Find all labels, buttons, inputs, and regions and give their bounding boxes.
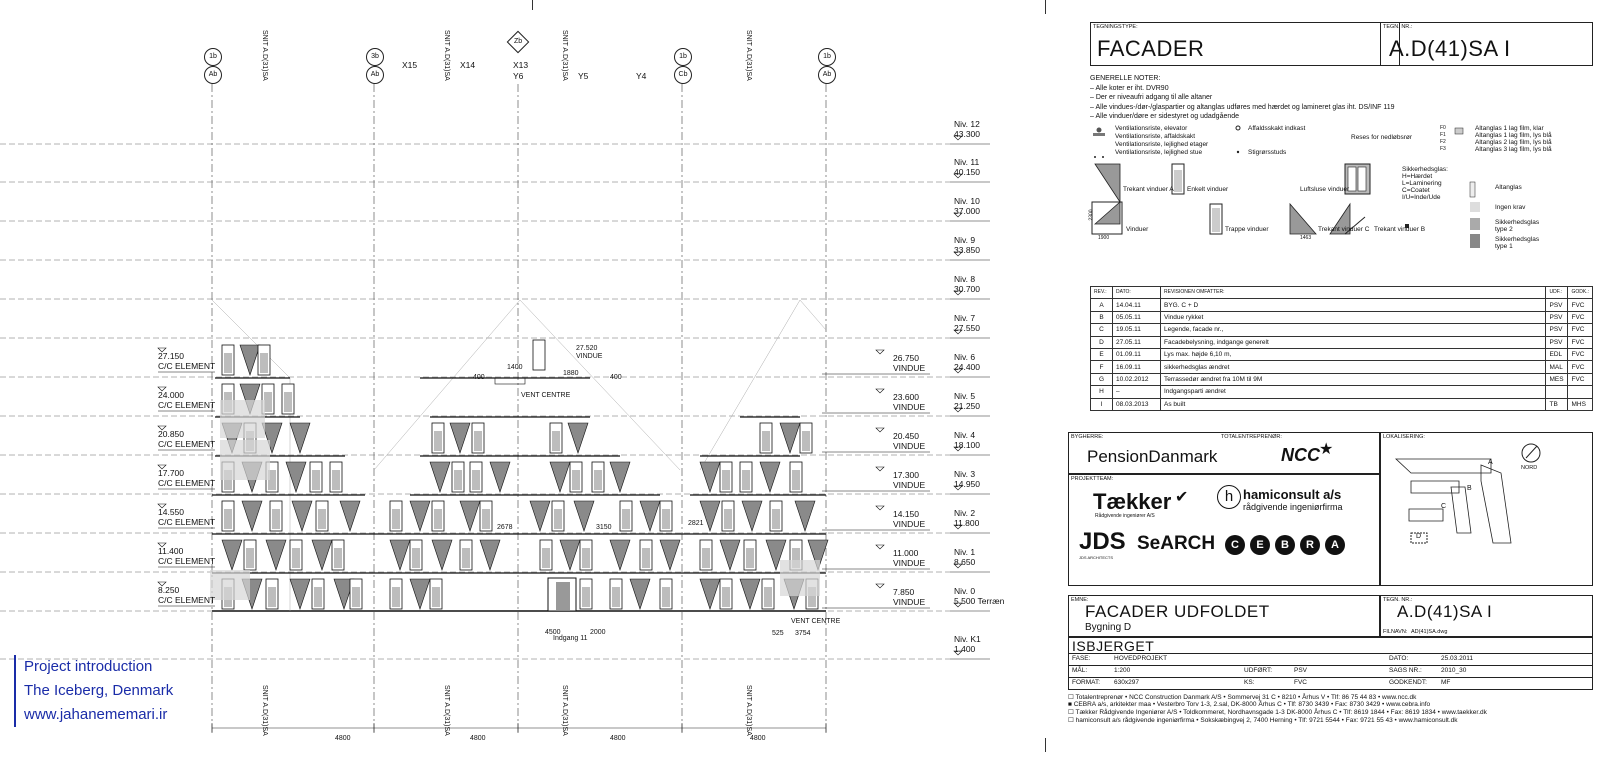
legend-reses: Reses for nedløbsrør: [1351, 134, 1413, 141]
legend-vent: Ventilationsriste, lejlighed etager: [1115, 141, 1209, 148]
client-logo: PensionDanmark: [1087, 447, 1218, 466]
crop-mark: [532, 0, 533, 10]
revision-cell: PSV: [1546, 336, 1568, 348]
info-field: FORMAT:: [1072, 679, 1101, 686]
dimension: 400: [610, 374, 622, 381]
revision-cell: MHS: [1568, 398, 1593, 410]
revision-cell: FVC: [1568, 348, 1593, 360]
contact-line: [1068, 716, 1593, 724]
site-label: C: [1441, 503, 1447, 510]
revision-cell: PSV: [1546, 299, 1568, 311]
revision-cell: [1546, 386, 1568, 398]
revision-cell: H: [1091, 386, 1113, 398]
revision-cell: PSV: [1546, 324, 1568, 336]
level-name: Niv. 8: [954, 274, 976, 284]
level-name: Niv. 7: [954, 313, 976, 323]
dimension: 1400: [507, 364, 523, 371]
legend-dim: 1463: [1300, 235, 1312, 241]
legend-glass: Altanglas 3 lag film, lys blå: [1475, 146, 1552, 153]
contact-text: hamiconsult a/s rådgivende ingeniørfirma • Sokskæbingvej 2, 7400 Herning • Tlf: 9721 5544 • Fax: 9721 55 43 • www.hamiconsult.dk: [1075, 717, 1458, 724]
left-elevation-value: 8.250: [158, 585, 180, 595]
info-row: [1068, 654, 1593, 666]
revision-cell: Legende, facade nr.,: [1161, 324, 1546, 336]
revision-cell: BYG. C + D: [1161, 299, 1546, 311]
dimension: VENT CENTRE: [521, 392, 571, 399]
revision-cell: [1568, 386, 1593, 398]
revision-cell: PSV: [1546, 311, 1568, 323]
section-label: SNIT A.D(31)SA: [261, 685, 268, 736]
section-label: SNIT A.D(31)SA: [261, 30, 268, 81]
legend-vent: Ventilationsriste, affaldskakt: [1115, 133, 1196, 140]
level-value: 18.100: [954, 440, 980, 450]
axis-tag: X13: [513, 60, 529, 70]
contact-line: [1068, 693, 1593, 701]
title-block: [1068, 22, 1593, 742]
info-field: SAGS NR.:: [1389, 667, 1422, 674]
revision-cell: FVC: [1568, 311, 1593, 323]
project-name-box: [1068, 637, 1593, 654]
revision-cell: Vindue rykket: [1161, 311, 1546, 323]
ncc-logo: NCC: [1281, 445, 1320, 465]
location-label: LOKALISERING:: [1383, 434, 1425, 440]
level-name: Niv. 10: [954, 196, 980, 206]
subject-sub: Bygning D: [1085, 622, 1132, 633]
safety-glass-title: Sikkerhedsglas:: [1402, 166, 1448, 173]
section-label: SNIT A.D(31)SA: [745, 685, 752, 736]
legend: [1090, 122, 1593, 272]
axis-bubble-bottom: Ab: [204, 66, 222, 84]
drawing-number: A.D(41)SA I: [1389, 36, 1511, 61]
revision-cell: C: [1091, 324, 1113, 336]
info-row: [1068, 666, 1593, 678]
level-name: Niv. 1: [954, 547, 976, 557]
general-notes: [1090, 74, 1593, 122]
section-label: SNIT A.D(31)SA: [443, 685, 450, 736]
revision-cell: 08.03.2013: [1113, 398, 1161, 410]
safety-glass-item: H=Hærdet: [1402, 173, 1433, 180]
altan-item: Altanglas: [1495, 184, 1522, 191]
drawing-number-box-2: [1380, 595, 1593, 637]
info-field: PSV: [1294, 667, 1308, 674]
dimension: 4800: [750, 735, 766, 742]
level-name: Niv. 4: [954, 430, 976, 440]
dimension: 4800: [470, 735, 486, 742]
drawing-number-label: TEGN. NR.:: [1383, 24, 1413, 30]
drawing-type: FACADER: [1097, 36, 1205, 61]
altan-item: Sikkerhedsglas type 2: [1495, 219, 1540, 233]
project-team-label: PROJEKTTEAM:: [1071, 476, 1114, 482]
axis-diamond-label: Zb: [513, 37, 523, 45]
site-label: D: [1416, 533, 1422, 540]
left-elevation-label: C/C ELEMENT: [158, 361, 216, 371]
glass-code: F1: [1440, 132, 1446, 138]
legend-glass: Altanglas 1 lag film, klar: [1475, 125, 1544, 132]
level-name: Niv. 5: [954, 391, 976, 401]
left-elevation-value: 14.550: [158, 507, 184, 517]
info-field: 1:200: [1114, 667, 1131, 674]
dimension: 4800: [610, 735, 626, 742]
level-value: 37.000: [954, 206, 980, 216]
drawing-number-2: A.D(41)SA I: [1397, 602, 1493, 621]
revision-cell: MAL: [1546, 361, 1568, 373]
legend-window: Trekant vinduer A: [1123, 186, 1174, 193]
dimension: Indgang 11: [553, 635, 588, 642]
revision-cell: 19.05.11: [1113, 324, 1161, 336]
client-label: BYGHERRE:: [1071, 434, 1104, 440]
revision-row: [1091, 324, 1593, 336]
axis-bubble-top: 1b: [818, 48, 836, 66]
info-field: HOVEDPROJEKT: [1114, 655, 1168, 662]
contact-line: [1068, 701, 1593, 708]
axis-bubble-bottom: Ab: [818, 66, 836, 84]
file-name-label: FILNAVN:: [1383, 629, 1408, 635]
right-elevation-label: VINDUE: [893, 363, 926, 373]
level-name: Niv. 2: [954, 508, 976, 518]
right-elevation-value: 11.000: [893, 548, 919, 558]
axis-tag: Y4: [636, 71, 647, 81]
taekker-logo: Tækker: [1093, 489, 1172, 514]
left-elevation-label: C/C ELEMENT: [158, 439, 216, 449]
revision-cell: TB: [1546, 398, 1568, 410]
client-box: [1068, 432, 1380, 474]
revision-row: [1091, 336, 1593, 348]
info-fields: [1068, 654, 1593, 690]
cebra-letter: C: [1225, 535, 1245, 555]
axis-tag: Y6: [513, 71, 524, 81]
left-elevation-label: C/C ELEMENT: [158, 478, 216, 488]
drawing-type-box: [1090, 22, 1400, 66]
intro-link[interactable]: www.jahanememari.ir: [24, 706, 168, 723]
revision-cell: Indgangsparti ændret: [1161, 386, 1546, 398]
revision-row: [1091, 299, 1593, 311]
dimension: 400: [473, 374, 485, 381]
section-label: SNIT A.D(31)SA: [561, 30, 568, 81]
info-field: FVC: [1294, 679, 1307, 686]
left-elevation-value: 24.000: [158, 390, 184, 400]
right-elevation-label: VINDUE: [893, 402, 926, 412]
right-elevation-value: 17.300: [893, 470, 919, 480]
location-box: [1380, 432, 1593, 586]
rev-header: DATO:: [1113, 287, 1161, 299]
subject-title: FACADER UDFOLDET: [1085, 602, 1270, 621]
level-value: 5.500 Terræn: [954, 596, 1005, 606]
taekker-sub: Rådgivende ingeniører A/S: [1095, 513, 1155, 519]
revision-row: [1091, 311, 1593, 323]
section-label: SNIT A.D(31)SA: [561, 685, 568, 736]
crop-mark: [1045, 0, 1046, 14]
rev-header: UDF.:: [1546, 287, 1568, 299]
contractor-label: TOTALENTREPRENØR:: [1221, 434, 1282, 440]
revision-cell: B: [1091, 311, 1113, 323]
revision-cell: 16.09.11: [1113, 361, 1161, 373]
revision-cell: FVC: [1568, 299, 1593, 311]
dimension: 1880: [563, 370, 579, 377]
revision-cell: F: [1091, 361, 1113, 373]
dimension: 2000: [590, 629, 606, 636]
rev-header: REV.:: [1091, 287, 1113, 299]
revision-cell: D: [1091, 336, 1113, 348]
file-name: AD(41)SA.dwg: [1411, 629, 1448, 635]
level-name: Niv. K1: [954, 634, 981, 644]
note-line: – Alle koter er iht. DVR90: [1090, 84, 1169, 92]
subject-label: EMNE:: [1071, 597, 1089, 603]
hami-icon: h: [1217, 485, 1241, 509]
left-elevation-label: C/C ELEMENT: [158, 400, 216, 410]
dimension: VINDUE: [576, 353, 603, 360]
revision-cell: FVC: [1568, 324, 1593, 336]
revision-cell: EDL: [1546, 348, 1568, 360]
level-value: 21.250: [954, 401, 980, 411]
contact-text: Tækker Rådgivende Ingeniører A/S • Toldkommeret, Nordhavnsgade 1-3 DK-8000 Århus C • Tlf: 8619 1844 • Fax: 8619 1834 • www.taekker.dk: [1075, 709, 1487, 716]
right-elevation-label: VINDUE: [893, 597, 926, 607]
glass-code: F3: [1440, 146, 1446, 152]
axis-bubble-top: 1b: [674, 48, 692, 66]
dimension: 3150: [596, 524, 612, 531]
level-value: 27.550: [954, 323, 980, 333]
legend-dim: 2300: [1088, 209, 1095, 221]
search-logo: SeARCH: [1137, 533, 1216, 554]
dimension: 2821: [688, 520, 704, 527]
revision-cell: Lys max. højde 6,10 m,: [1161, 348, 1546, 360]
right-elevation-value: 20.450: [893, 431, 919, 441]
bird-icon: ✔: [1175, 489, 1189, 506]
right-elevation-label: VINDUE: [893, 519, 926, 529]
safety-glass-item: L=Laminering: [1402, 180, 1442, 187]
info-row: [1068, 678, 1593, 690]
revision-cell: FVC: [1568, 361, 1593, 373]
revision-row: [1091, 361, 1593, 373]
axis-bubble-bottom: Cb: [674, 66, 692, 84]
left-elevation-value: 11.400: [158, 546, 184, 556]
project-intro-overlay: [14, 655, 173, 727]
legend-window: Vinduer: [1126, 226, 1149, 233]
right-elevation-value: 26.750: [893, 353, 919, 363]
altan-item: Ingen krav: [1495, 204, 1526, 211]
legend-window: Luftsluse vinduer: [1300, 186, 1350, 193]
right-elevation-label: VINDUE: [893, 441, 926, 451]
left-elevation-label: C/C ELEMENT: [158, 595, 216, 605]
revision-cell: FVC: [1568, 373, 1593, 385]
subject-box: [1068, 595, 1380, 637]
site-label: B: [1467, 485, 1472, 492]
info-field: 2010_30: [1441, 667, 1467, 674]
checkbox-icon: ☐: [1068, 694, 1076, 701]
intro-line: Project introduction: [24, 658, 153, 675]
project-name: ISBJERGET: [1072, 638, 1155, 654]
info-field: GODKENDT:: [1389, 679, 1427, 686]
site-plan-svg: [1381, 433, 1592, 585]
revision-cell: Terrassedør ændret fra 10M til 9M: [1161, 373, 1546, 385]
level-name: Niv. 12: [954, 119, 980, 129]
revision-cell: I: [1091, 398, 1113, 410]
revision-cell: –: [1113, 386, 1161, 398]
safety-glass-item: I/U=Inde/Ude: [1402, 194, 1441, 201]
legend-glass: Altanglas 1 lag film, lys blå: [1475, 132, 1552, 139]
revision-cell: Facadebelysning, indgange generelt: [1161, 336, 1546, 348]
dimension: VENT CENTRE: [791, 618, 841, 625]
legend-vent: Ventilationsriste, elevator: [1115, 125, 1188, 132]
level-value: 33.850: [954, 245, 980, 255]
checkbox-filled-icon: ■: [1068, 701, 1074, 708]
revision-row: [1091, 398, 1593, 410]
revision-cell: G: [1091, 373, 1113, 385]
notes-title: GENERELLE NOTER:: [1090, 75, 1161, 82]
dimension: 27.520: [576, 345, 598, 352]
altan-item: Sikkerhedsglas type 1: [1495, 236, 1540, 250]
checkbox-icon: ☐: [1068, 709, 1076, 716]
level-value: 24.400: [954, 362, 980, 372]
jds-logo: JDS: [1079, 528, 1126, 555]
legend-glass: Altanglas 2 lag film, lys blå: [1475, 139, 1552, 146]
hami-logo: hamiconsult a/s: [1243, 487, 1342, 502]
level-value: 30.700: [954, 284, 980, 294]
jds-sub: JDS ARCHITECTS: [1079, 555, 1114, 560]
dimension: 525: [772, 630, 784, 637]
revision-row: [1091, 373, 1593, 385]
legend-vent: Ventilationsriste, lejlighed stue: [1115, 149, 1203, 156]
right-elevation-label: VINDUE: [893, 558, 926, 568]
revision-cell: sikkerhedsglas ændret: [1161, 361, 1546, 373]
project-team-box: [1068, 474, 1380, 586]
drawing-number-box: [1380, 22, 1593, 66]
dimension: 2678: [497, 524, 513, 531]
revision-row: [1091, 348, 1593, 360]
rev-header: REVISIONEN OMFATTER:: [1161, 287, 1546, 299]
contact-line: [1068, 708, 1593, 716]
info-field: UDFØRT:: [1244, 667, 1273, 674]
legend-window: Trekant vinduer C: [1318, 226, 1370, 233]
level-value: 43.300: [954, 129, 980, 139]
rev-header: GODK.:: [1568, 287, 1593, 299]
note-line: – Der er niveaufri adgang til alle altaner: [1090, 94, 1213, 101]
note-line: – Alle vinduer/døre er sidestyret og udadgående: [1090, 113, 1240, 120]
level-name: Niv. 11: [954, 157, 980, 167]
info-field: FASE:: [1072, 655, 1091, 662]
revision-table: [1090, 286, 1593, 411]
cebra-letter: B: [1275, 535, 1295, 555]
legend-window: Trekant vinduer B: [1374, 226, 1426, 233]
revision-cell: A: [1091, 299, 1113, 311]
legend-stigror: Stigrørsstuds: [1248, 149, 1287, 156]
revision-cell: As built: [1161, 398, 1546, 410]
revision-cell: FVC: [1568, 336, 1593, 348]
right-elevation-label: VINDUE: [893, 480, 926, 490]
dimension: 4800: [335, 735, 351, 742]
revision-cell: 27.05.11: [1113, 336, 1161, 348]
axis-tag: Y5: [578, 71, 589, 81]
axis-tag: X14: [460, 60, 476, 70]
level-name: Niv. 0: [954, 586, 976, 596]
level-name: Niv. 6: [954, 352, 976, 362]
revision-cell: MES: [1546, 373, 1568, 385]
glass-code: F2: [1440, 139, 1446, 145]
section-label: SNIT A.D(31)SA: [745, 30, 752, 81]
level-name: Niv. 3: [954, 469, 976, 479]
revision-cell: 01.09.11: [1113, 348, 1161, 360]
revision-cell: E: [1091, 348, 1113, 360]
safety-glass-item: C=Coatet: [1402, 187, 1430, 194]
info-field: 630x297: [1114, 679, 1139, 686]
legend-dim: 1900: [1098, 235, 1110, 241]
north-label: NORD: [1521, 465, 1538, 471]
drawing-number-label-2: TEGN. NR.:: [1383, 597, 1413, 603]
info-field: 25.03.2011: [1441, 655, 1474, 662]
legend-window: Enkelt vinduer: [1187, 186, 1229, 193]
info-field: MF: [1441, 679, 1451, 686]
revision-table-grid: [1090, 286, 1593, 411]
info-field: MÅL:: [1072, 667, 1088, 674]
level-value: 40.150: [954, 167, 980, 177]
crop-mark: [1045, 738, 1046, 752]
right-elevation-value: 14.150: [893, 509, 919, 519]
contacts: [1068, 693, 1593, 724]
contact-text: CEBRA a/s, arkitekter maa • Vesterbro Torv 1-3, 2.sal, DK-8000 Århus C • Tlf: 8730 3439 • Fax: 8730 3429 • www.cebra.info: [1073, 701, 1431, 708]
revision-cell: 14.04.11: [1113, 299, 1161, 311]
right-elevation-value: 7.850: [893, 587, 915, 597]
left-elevation-value: 27.150: [158, 351, 184, 361]
left-elevation-label: C/C ELEMENT: [158, 517, 216, 527]
site-label: A: [1488, 459, 1493, 466]
drawing-type-label: TEGNINGSTYPE:: [1093, 24, 1138, 30]
level-value: 1.400: [954, 644, 976, 654]
cebra-letter: E: [1250, 535, 1270, 555]
axis-tag: X15: [402, 60, 418, 70]
level-value: 8.650: [954, 557, 976, 567]
star-icon: ★: [1319, 441, 1334, 458]
level-name: Niv. 9: [954, 235, 976, 245]
axis-bubble-top: 3b: [366, 48, 384, 66]
axis-bubble-bottom: Ab: [366, 66, 384, 84]
level-value: 11.800: [954, 518, 980, 528]
revision-cell: 10.02.2012: [1113, 373, 1161, 385]
intro-line: The Iceberg, Denmark: [24, 682, 174, 699]
checkbox-icon: ☐: [1068, 717, 1076, 724]
level-value: 14.950: [954, 479, 980, 489]
revision-cell: 05.05.11: [1113, 311, 1161, 323]
cebra-letter: R: [1300, 535, 1320, 555]
info-field: DATO:: [1389, 655, 1409, 662]
left-elevation-value: 20.850: [158, 429, 184, 439]
dimension: 4500: [545, 629, 561, 636]
left-elevation-value: 17.700: [158, 468, 184, 478]
legend-affald: Affaldsskakt indkast: [1248, 125, 1306, 132]
note-line: – Alle vindues-/dør-/glaspartier og altanglas udføres med hærdet og lamineret glas iht. DS/INF 119: [1090, 103, 1395, 111]
section-label: SNIT A.D(31)SA: [443, 30, 450, 81]
hami-sub: rådgivende ingeniørfirma: [1243, 502, 1343, 512]
glass-code: F0: [1440, 125, 1446, 131]
cebra-letter: A: [1325, 535, 1345, 555]
revision-row: [1091, 386, 1593, 398]
legend-window: Trappe vinduer: [1225, 226, 1269, 233]
revision-header-row: [1091, 287, 1593, 299]
dimension: 3754: [795, 630, 811, 637]
info-field: KS:: [1244, 679, 1255, 686]
right-elevation-value: 23.600: [893, 392, 919, 402]
left-elevation-label: C/C ELEMENT: [158, 556, 216, 566]
axis-bubble-top: 1b: [204, 48, 222, 66]
contact-text: Totalentreprenør • NCC Construction Danmark A/S • Sommervej 31 C • 8210 • Århus V • Tlf: 86 75 44 83 • www.ncc.dk: [1075, 694, 1417, 701]
